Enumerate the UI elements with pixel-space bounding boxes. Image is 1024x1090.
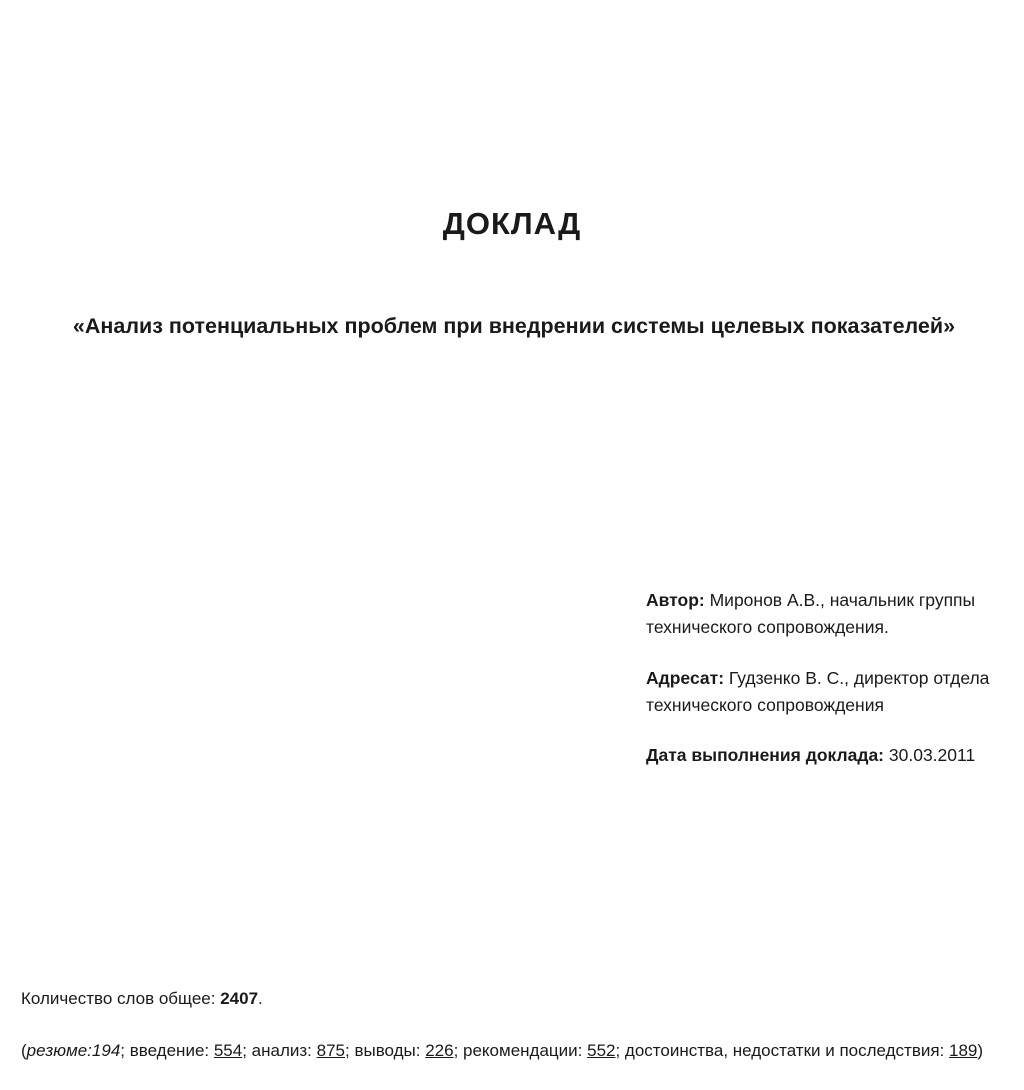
addressee-text: Гудзенко В. С., директор отдела технического сопровождения [646,668,990,715]
breakdown-summary: резюме:194 [26,1041,121,1060]
breakdown-open: ( [21,1041,27,1060]
addressee-label: Адресат: [646,668,725,688]
breakdown-sep5: ; достоинства, недостатки и последствия: [615,1041,949,1060]
word-count-line [21,986,263,1012]
date-block [646,742,1016,769]
breakdown-recommendations-count: 552 [587,1041,616,1060]
date-value: 30.03.2011 [888,745,976,765]
author-text: Миронов А.В., начальник группы технического сопровождения. [646,590,976,637]
author-label: Автор: [646,590,705,610]
breakdown-sep4: ; рекомендации: [453,1041,588,1060]
author-block [646,587,1016,641]
breakdown-pros-cons-count: 189 [949,1041,978,1060]
word-count-label: Количество слов общее: [21,989,216,1008]
breakdown-sep2: ; анализ: [242,1041,317,1060]
document-title: ДОКЛАД [442,206,582,241]
word-count-suffix: . [258,989,263,1008]
breakdown-analysis-count: 875 [316,1041,345,1060]
breakdown-close: ) [977,1041,984,1060]
breakdown-conclusions-count: 226 [425,1041,454,1060]
breakdown-sep3: ; выводы: [345,1041,426,1060]
word-count-value: 2407 [220,989,259,1008]
document-subtitle: «Анализ потенциальных проблем при внедрении системы целевых показателей» [72,314,956,338]
breakdown-sep1: ; введение: [120,1041,214,1060]
date-label: Дата выполнения доклада: [646,745,885,765]
addressee-block [646,665,1016,719]
word-count-breakdown [21,1036,1011,1065]
breakdown-intro-count: 554 [213,1041,243,1060]
